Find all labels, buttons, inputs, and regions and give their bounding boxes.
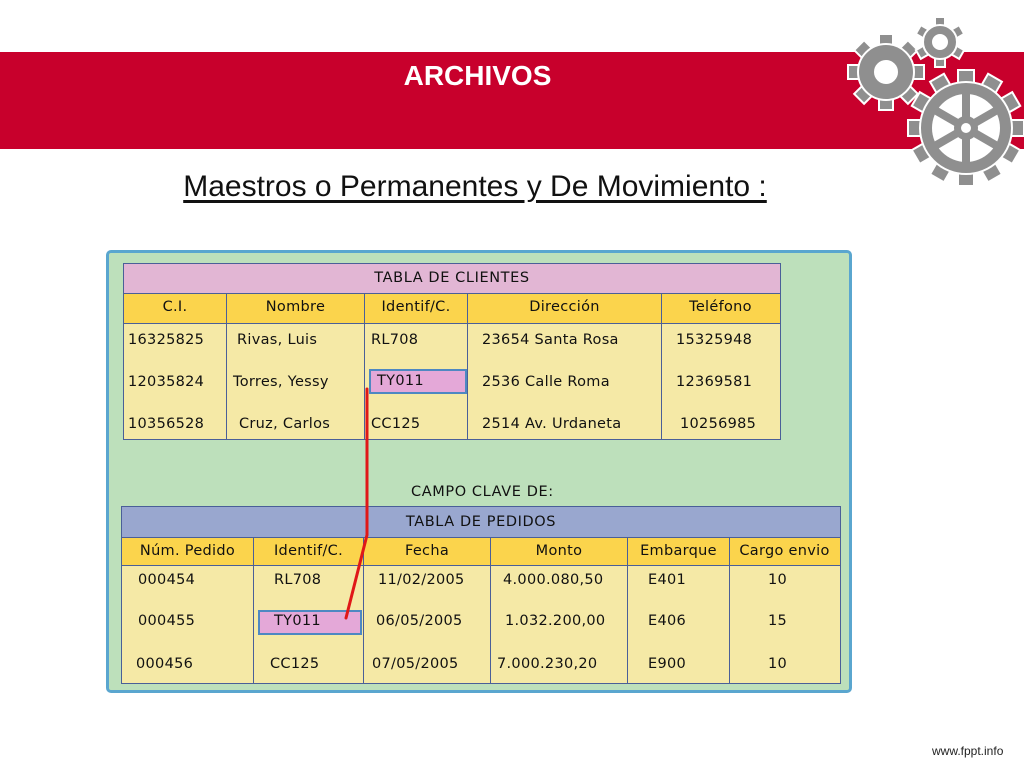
table-cell: 15 [768, 613, 788, 629]
table-cell: 2514 Av. Urdaneta [482, 416, 622, 432]
clientes-header-identif: Identif/C. [365, 294, 468, 323]
pedidos-table [121, 506, 841, 684]
table-cell: 2536 Calle Roma [482, 374, 610, 390]
slide-subtitle: Maestros o Permanentes y De Movimiento : [183, 170, 767, 203]
table-cell: 15325948 [676, 332, 753, 348]
table-cell: E401 [648, 572, 687, 588]
clientes-header-nombre: Nombre [227, 294, 365, 323]
gears-icon [840, 10, 1024, 190]
table-cell: CC125 [371, 416, 421, 432]
table-cell: TY011 [274, 613, 321, 629]
clientes-col-telefono [662, 324, 779, 439]
clientes-table [123, 263, 781, 440]
table-cell: 1.032.200,00 [505, 613, 606, 629]
table-cell: 000455 [138, 613, 196, 629]
pedidos-header-num: Núm. Pedido [122, 538, 254, 565]
table-cell: 12035824 [128, 374, 205, 390]
pedidos-header-cargo: Cargo envio [739, 543, 830, 559]
clientes-table-title: TABLA DE CLIENTES [124, 264, 780, 293]
clientes-col-direccion [468, 324, 662, 439]
table-cell: TY011 [377, 373, 424, 389]
table-cell: 11/02/2005 [378, 572, 465, 588]
pedidos-col-fecha [364, 566, 491, 683]
table-cell: Rivas, Luis [237, 332, 318, 348]
table-cell: 06/05/2005 [376, 613, 463, 629]
table-cell: 16325825 [128, 332, 205, 348]
pedidos-header-monto: Monto [491, 538, 628, 565]
pedidos-col-monto [491, 566, 628, 683]
clientes-header-direccion: Dirección [468, 294, 662, 323]
pedidos-header-identif: Identif/C. [254, 538, 364, 565]
table-cell: Torres, Yessy [233, 374, 329, 390]
campo-clave-label: CAMPO CLAVE DE: [411, 484, 554, 500]
clientes-col-nombre [227, 324, 365, 439]
pedidos-col-cargo [730, 566, 839, 683]
table-cell: E406 [648, 613, 687, 629]
table-cell: 12369581 [676, 374, 753, 390]
table-cell: 10356528 [128, 416, 205, 432]
tables-figure [106, 250, 852, 693]
table-cell: 7.000.230,20 [497, 656, 598, 672]
table-cell: RL708 [274, 572, 322, 588]
clientes-header-row [124, 293, 780, 324]
footer-url: www.fppt.info [932, 744, 1004, 758]
table-cell: 000456 [136, 656, 194, 672]
pedidos-col-num [122, 566, 254, 683]
table-cell: 4.000.080,50 [503, 572, 604, 588]
clientes-header-telefono: Teléfono [689, 299, 752, 315]
table-cell: 10 [768, 572, 788, 588]
table-cell: CC125 [270, 656, 320, 672]
pedidos-header-fecha: Fecha [364, 538, 491, 565]
pedidos-col-embarque [628, 566, 730, 683]
table-cell: 10 [768, 656, 788, 672]
table-cell: RL708 [371, 332, 419, 348]
table-cell: 07/05/2005 [372, 656, 459, 672]
pedidos-header-embarque: Embarque [628, 538, 730, 565]
pedidos-col-identif [254, 566, 364, 683]
pedidos-header-row [122, 537, 840, 566]
table-cell: 10256985 [680, 416, 757, 432]
slide-title: ARCHIVOS [403, 60, 552, 91]
clientes-col-ci [124, 324, 227, 439]
table-cell: 000454 [138, 572, 196, 588]
pedidos-table-title: TABLA DE PEDIDOS [122, 507, 840, 537]
table-cell: 23654 Santa Rosa [482, 332, 619, 348]
clientes-header-ci: C.I. [124, 294, 227, 323]
table-cell: Cruz, Carlos [239, 416, 331, 432]
table-cell: E900 [648, 656, 687, 672]
clientes-col-identif [365, 324, 468, 439]
